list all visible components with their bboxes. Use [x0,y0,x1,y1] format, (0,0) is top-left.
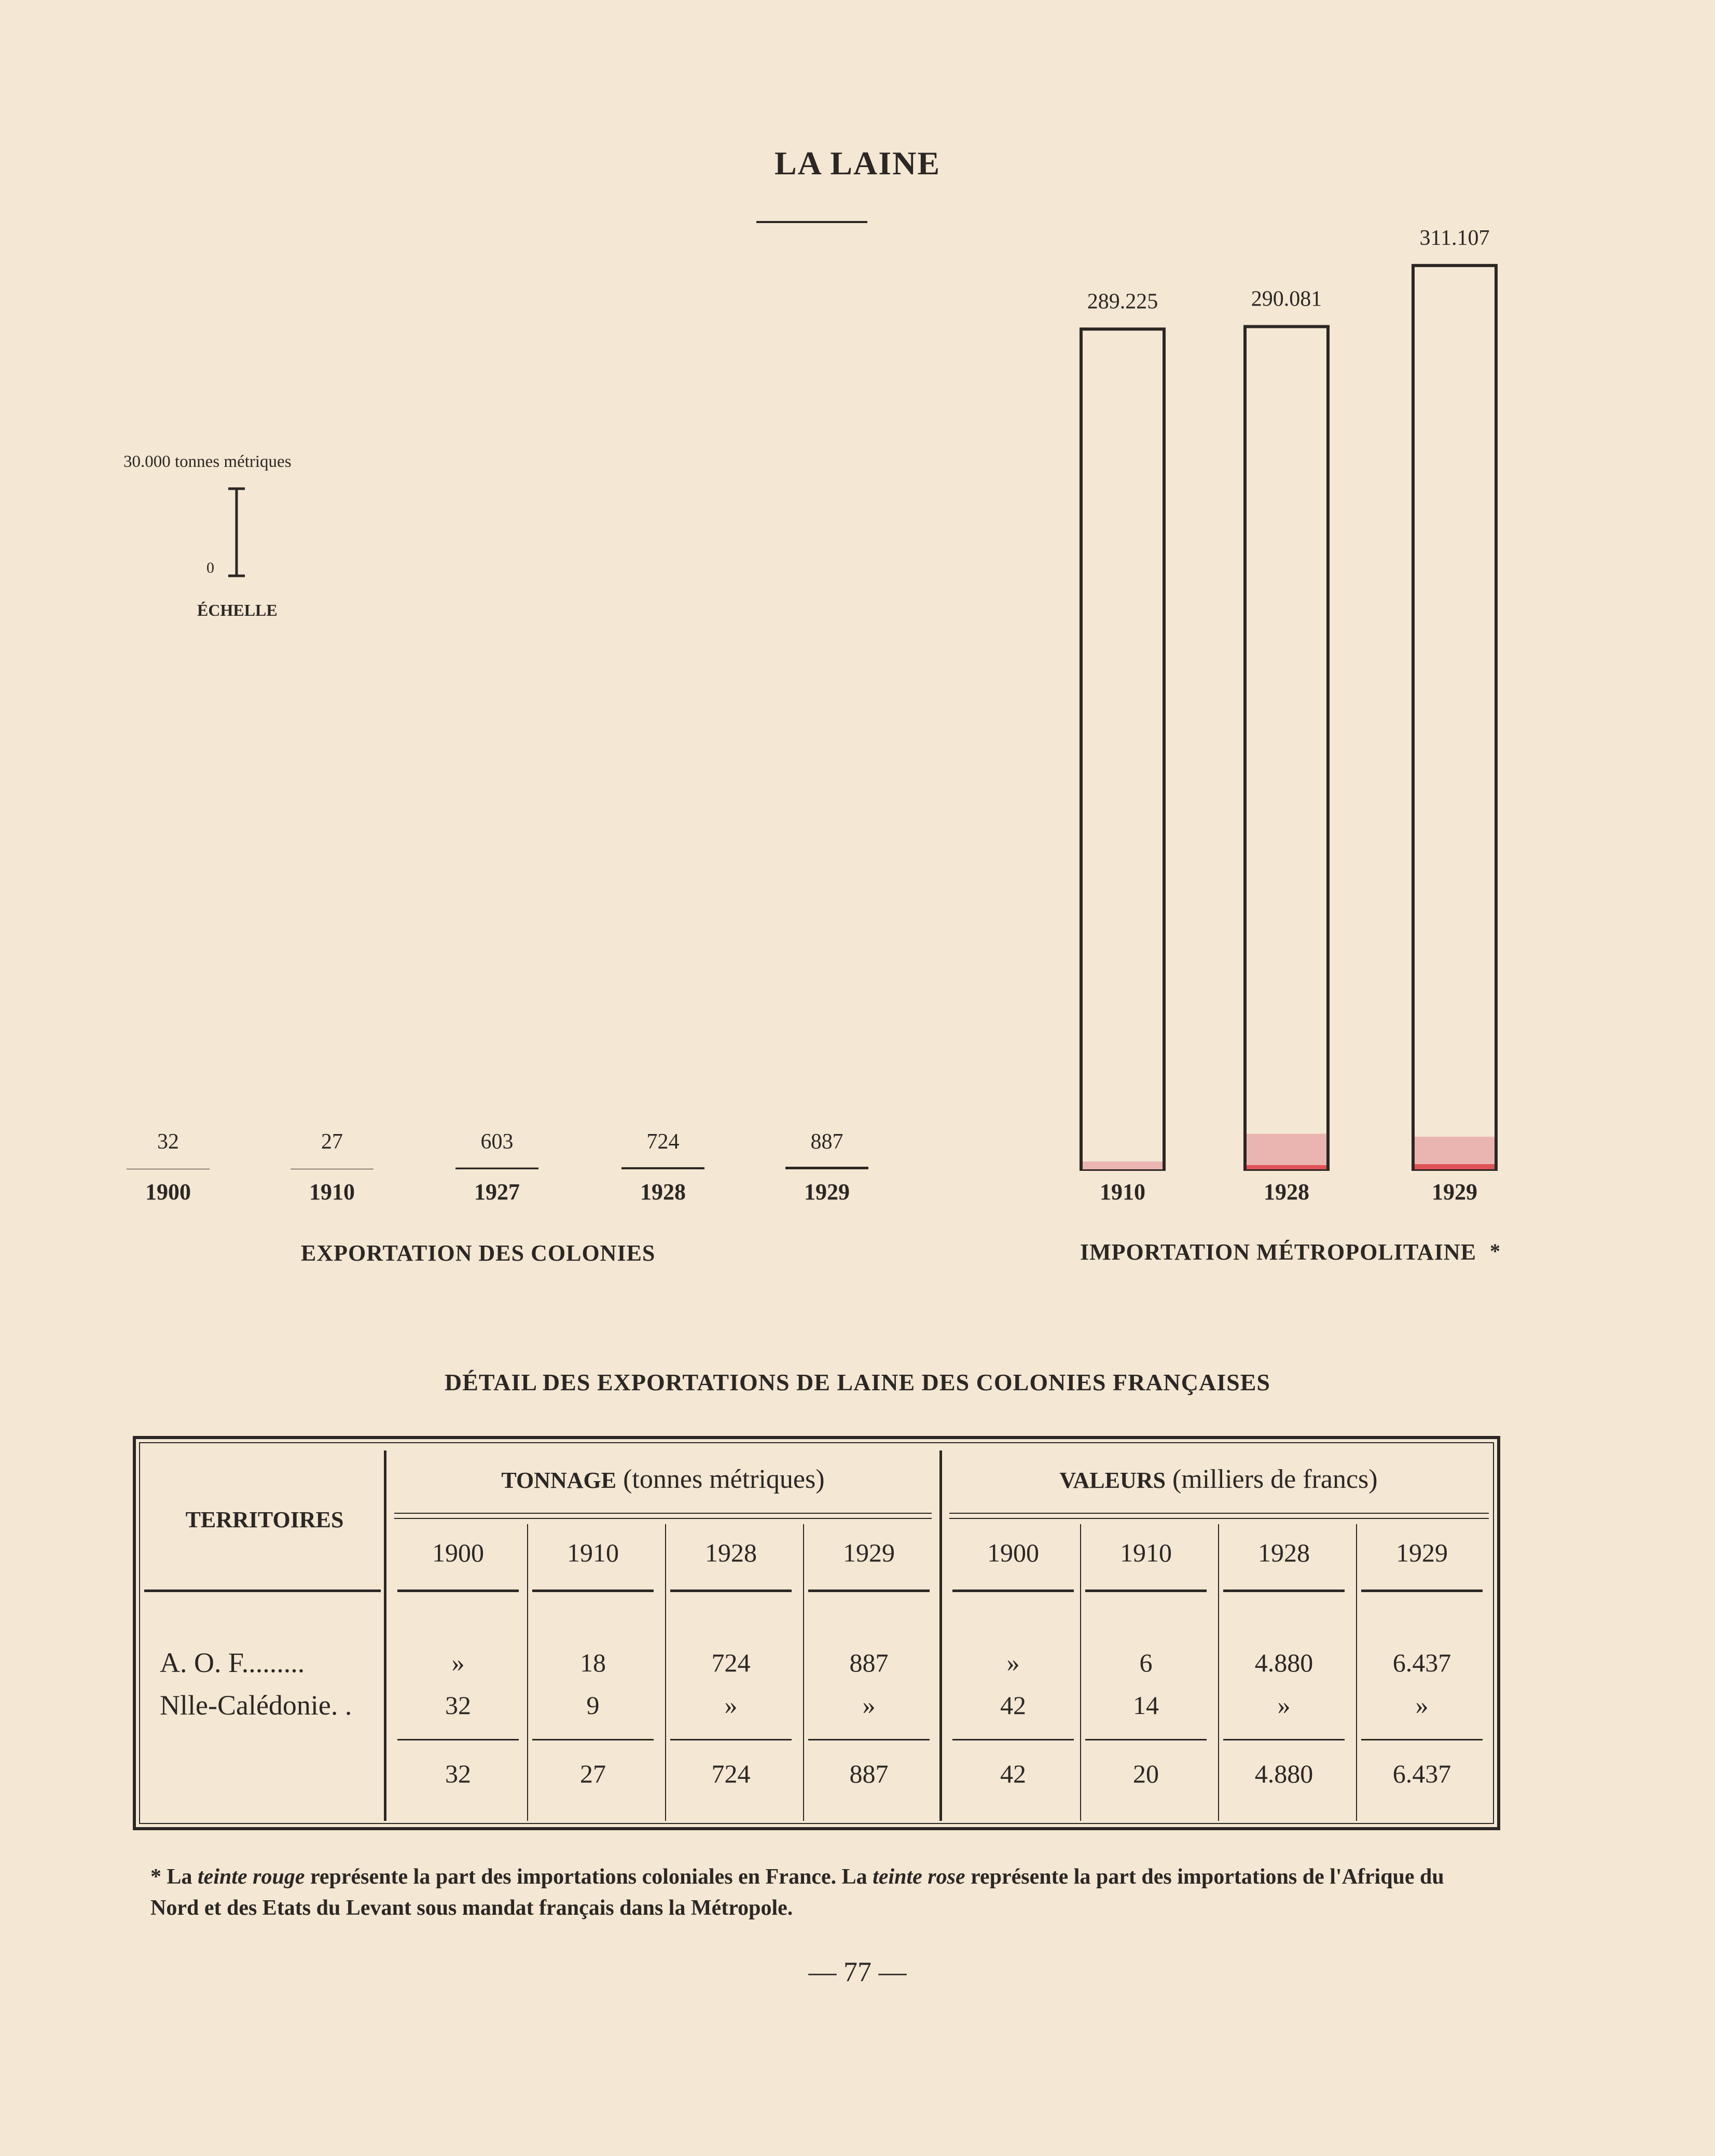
import-value-1929: 311.107 [1419,226,1490,250]
footnote-red-term: teinte rouge [198,1865,305,1889]
total-rule [1085,1739,1207,1740]
table-cell: 724 [711,1648,751,1677]
table-cell: » [1277,1691,1291,1720]
header-rule [532,1590,654,1592]
table-cell: 9 [586,1691,600,1720]
total-rule [952,1739,1074,1740]
total-rule [808,1739,930,1740]
export-year-1929: 1929 [804,1179,850,1205]
table-cell: » [862,1691,876,1720]
table-cell: » [451,1648,465,1677]
header-rule [808,1590,930,1592]
footnote-pink-term: teinte rose [873,1865,965,1889]
header-tonnage: TONNAGE (tonnes métriques) [501,1464,825,1494]
import-year-1929: 1929 [1432,1179,1477,1205]
export-value-1929: 887 [810,1130,843,1154]
export-value-1900: 32 [157,1130,179,1154]
table-cell: » [1006,1648,1020,1677]
table-cell: 14 [1133,1691,1159,1720]
total-cell: 4.880 [1254,1759,1313,1788]
total-cell: 6.437 [1392,1759,1451,1788]
total-cell: 27 [580,1759,606,1788]
table-cell: 42 [1000,1691,1026,1720]
header-year-1910: 1910 [567,1538,619,1567]
header-year-1900: 1900 [432,1538,484,1567]
total-cell: 724 [711,1759,751,1788]
total-rule [670,1739,792,1740]
col-divider-thin [1218,1524,1219,1821]
territory-name: A. O. F......... [160,1647,305,1678]
export-year-1927: 1927 [474,1179,520,1205]
total-rule [1223,1739,1345,1740]
header-year-1910: 1910 [1120,1538,1172,1567]
table-cell: » [724,1691,738,1720]
import-caption-text: IMPORTATION MÉTROPOLITAINE [1080,1239,1476,1265]
page-number: — 77 — [808,1956,907,1987]
total-rule [397,1739,519,1740]
export-caption: EXPORTATION DES COLONIES [301,1240,656,1266]
table-cell: 18 [580,1648,606,1677]
export-value-1910: 27 [321,1130,343,1154]
scale-name: ÉCHELLE [197,601,278,619]
header-rule [670,1590,792,1592]
header-rule [144,1590,381,1592]
header-rule [1223,1590,1345,1592]
export-value-1928: 724 [646,1130,680,1154]
col-divider [939,1450,942,1821]
header-territoires: TERRITOIRES [185,1507,344,1532]
col-divider-thin [1356,1524,1357,1821]
header-valeurs: VALEURS (milliers de francs) [1059,1464,1378,1494]
total-cell: 887 [849,1759,889,1788]
table-cell: 4.880 [1254,1648,1313,1677]
table-cell: 6 [1139,1648,1153,1677]
header-year-1928: 1928 [705,1538,757,1567]
import-year-1928: 1928 [1264,1179,1309,1205]
header-rule [397,1590,519,1592]
table-cell: 32 [445,1691,471,1720]
total-cell: 42 [1000,1759,1026,1788]
page-title: LA LAINE [774,145,941,182]
total-cell: 20 [1133,1759,1159,1788]
header-rule [952,1590,1074,1592]
territory-name: Nlle-Calédonie. . [160,1690,352,1721]
header-year-1929: 1929 [1396,1538,1448,1567]
export-year-1928: 1928 [640,1179,686,1205]
table-cell: » [1415,1691,1429,1720]
total-cell: 32 [445,1759,471,1788]
total-rule [532,1739,654,1740]
footnote: * La teinte rouge représente la part des importations coloniales en France. La teinte rose représente la part des importations de l'Afrique du Nord et des Etats du Levant sous mandat français dans la Métropole. [150,1865,1444,1920]
export-year-1900: 1900 [145,1179,191,1205]
import-year-1910: 1910 [1100,1179,1145,1205]
col-divider-thin [1080,1524,1081,1821]
table-cell: 887 [849,1648,889,1677]
scale-top-label: 30.000 tonnes métriques [123,452,292,471]
export-year-1910: 1910 [309,1179,355,1205]
detail-title: DÉTAIL DES EXPORTATIONS DE LAINE DES COLONIES FRANÇAISES [445,1369,1270,1395]
header-rule [1085,1590,1207,1592]
export-value-1927: 603 [480,1130,514,1154]
footnote-star-icon: * [1489,1239,1501,1263]
header-rule [1361,1590,1483,1592]
table-cell: 6.437 [1392,1648,1451,1677]
header-year-1929: 1929 [843,1538,895,1567]
col-divider-thin [665,1524,666,1821]
import-value-1910: 289.225 [1087,289,1158,314]
col-divider-thin [803,1524,804,1821]
import-value-1928: 290.081 [1251,287,1322,311]
total-rule [1361,1739,1483,1740]
col-divider [384,1450,386,1821]
col-divider-thin [527,1524,528,1821]
header-year-1928: 1928 [1258,1538,1310,1567]
header-year-1900: 1900 [987,1538,1039,1567]
scale-zero-label: 0 [206,559,214,576]
